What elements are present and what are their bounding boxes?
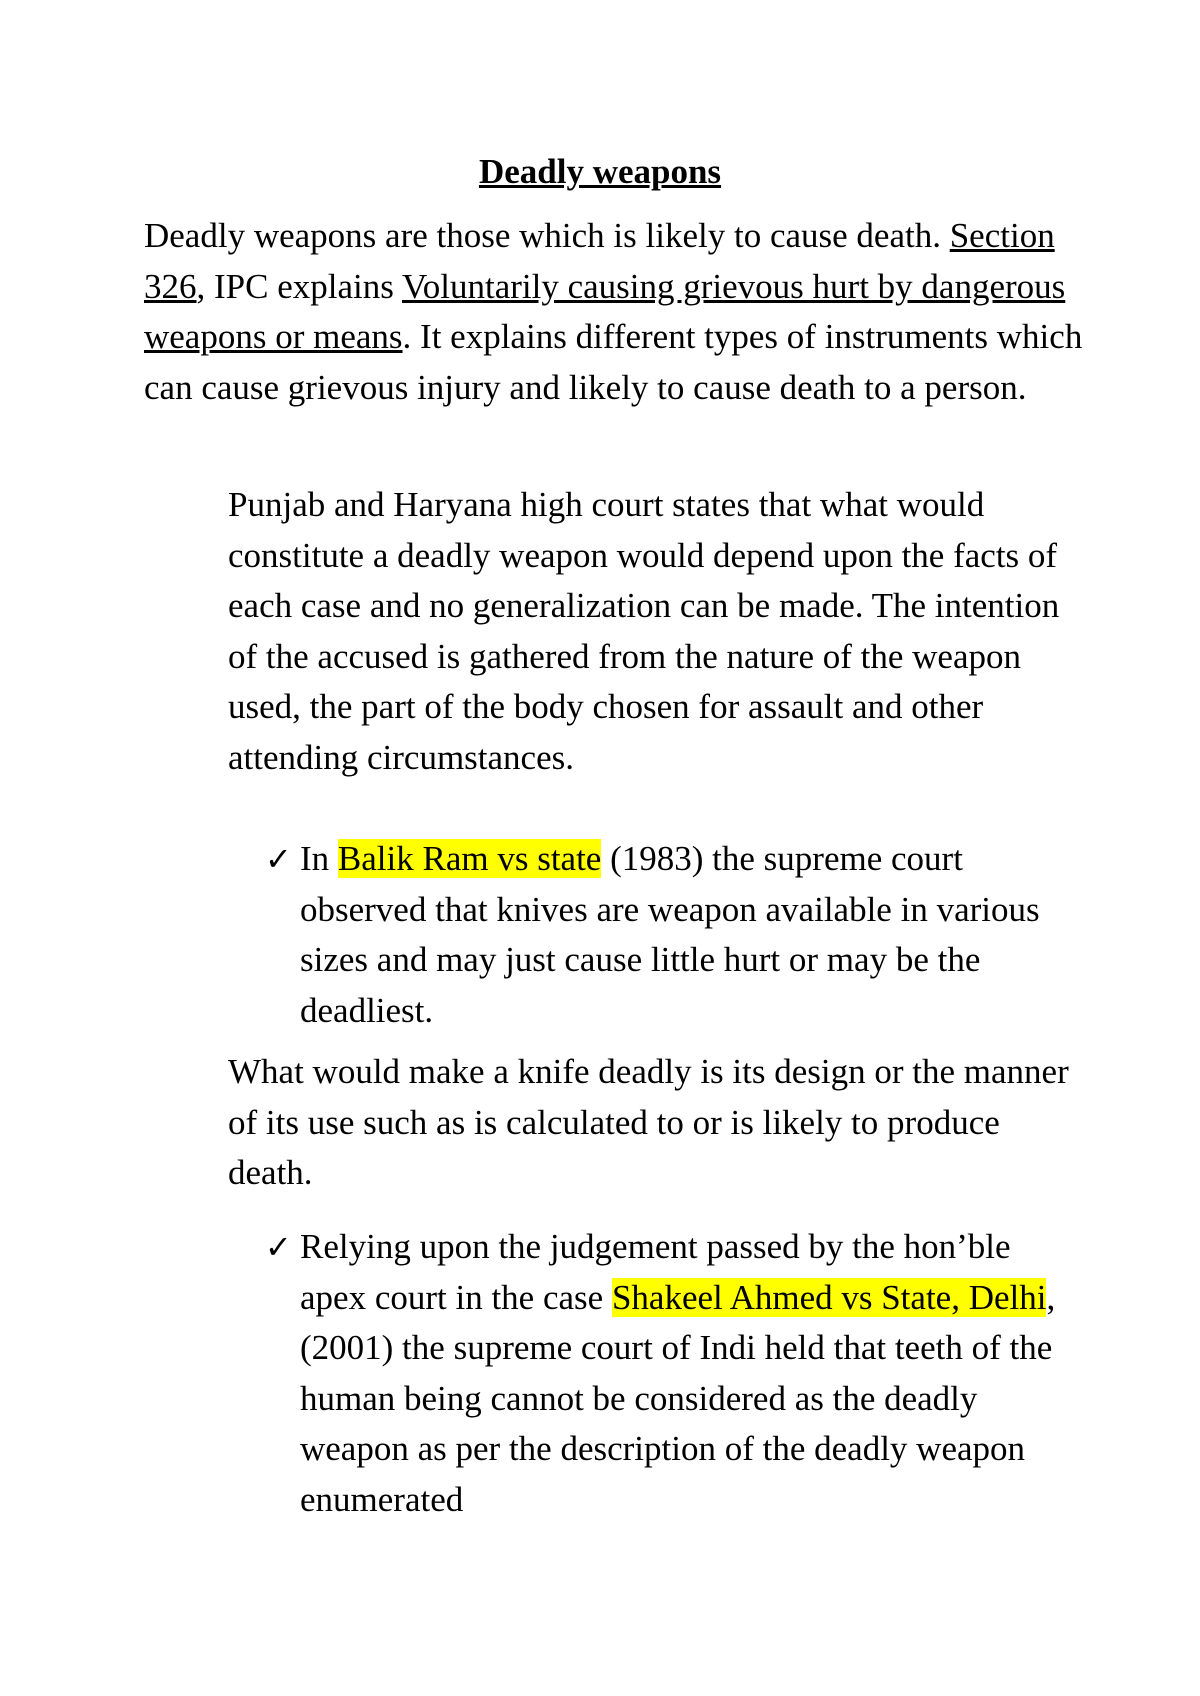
court-statement-paragraph: Punjab and Haryana high court states that what would constitute a deadly weapon would depend upon the facts of each case and no generalization can be made. The intention of the accused is gathered from the nature of the weapon used, the part of the body chosen for assault and other attending circumstances. [228, 485, 1060, 777]
bullet1-text-2: (1983) the supreme court observed that knives are weapon available in various sizes and may just cause little hurt or may be the deadliest. [300, 839, 1040, 1030]
bullet1-text-1: In [300, 839, 338, 878]
checkmark-icon: ✓ [265, 1228, 292, 1266]
bullet2-text-2: , (2001) the supreme court of Indi held that teeth of the human being cannot be considered as the deadly weapon as per the description of the deadly weapon enumerated [300, 1277, 1056, 1519]
intro-text-3: . It explains different types of instruments which can cause grievous injury and likely to cause death to a person. [144, 317, 1083, 407]
checkmark-icon: ✓ [265, 840, 292, 878]
section-title: Voluntarily causing grievous hurt by dangerous weapons or means [144, 266, 1066, 356]
case-name-highlight: Balik Ram vs state [337, 839, 602, 878]
case-bullet-shakeel-ahmed [265, 1222, 1080, 1525]
intro-text-2: , IPC explains [196, 266, 402, 306]
intro-text-1: Deadly weapons are those which is likely to cause death. [144, 216, 950, 255]
case-bullet-balik-ram [265, 834, 1080, 1036]
case-name-highlight: Shakeel Ahmed vs State, Delhi [611, 1277, 1047, 1317]
intro-paragraph [144, 211, 1104, 413]
document-title: Deadly weapons [478, 152, 722, 191]
section-reference: Section 326 [144, 216, 1055, 306]
knife-statement-paragraph: What would make a knife deadly is its design or the manner of its use such as is calculated to or is likely to produce death. [228, 1052, 1069, 1192]
bullet2-text-1: Relying upon the judgement passed by the hon’ble apex court in the case [300, 1227, 1011, 1317]
